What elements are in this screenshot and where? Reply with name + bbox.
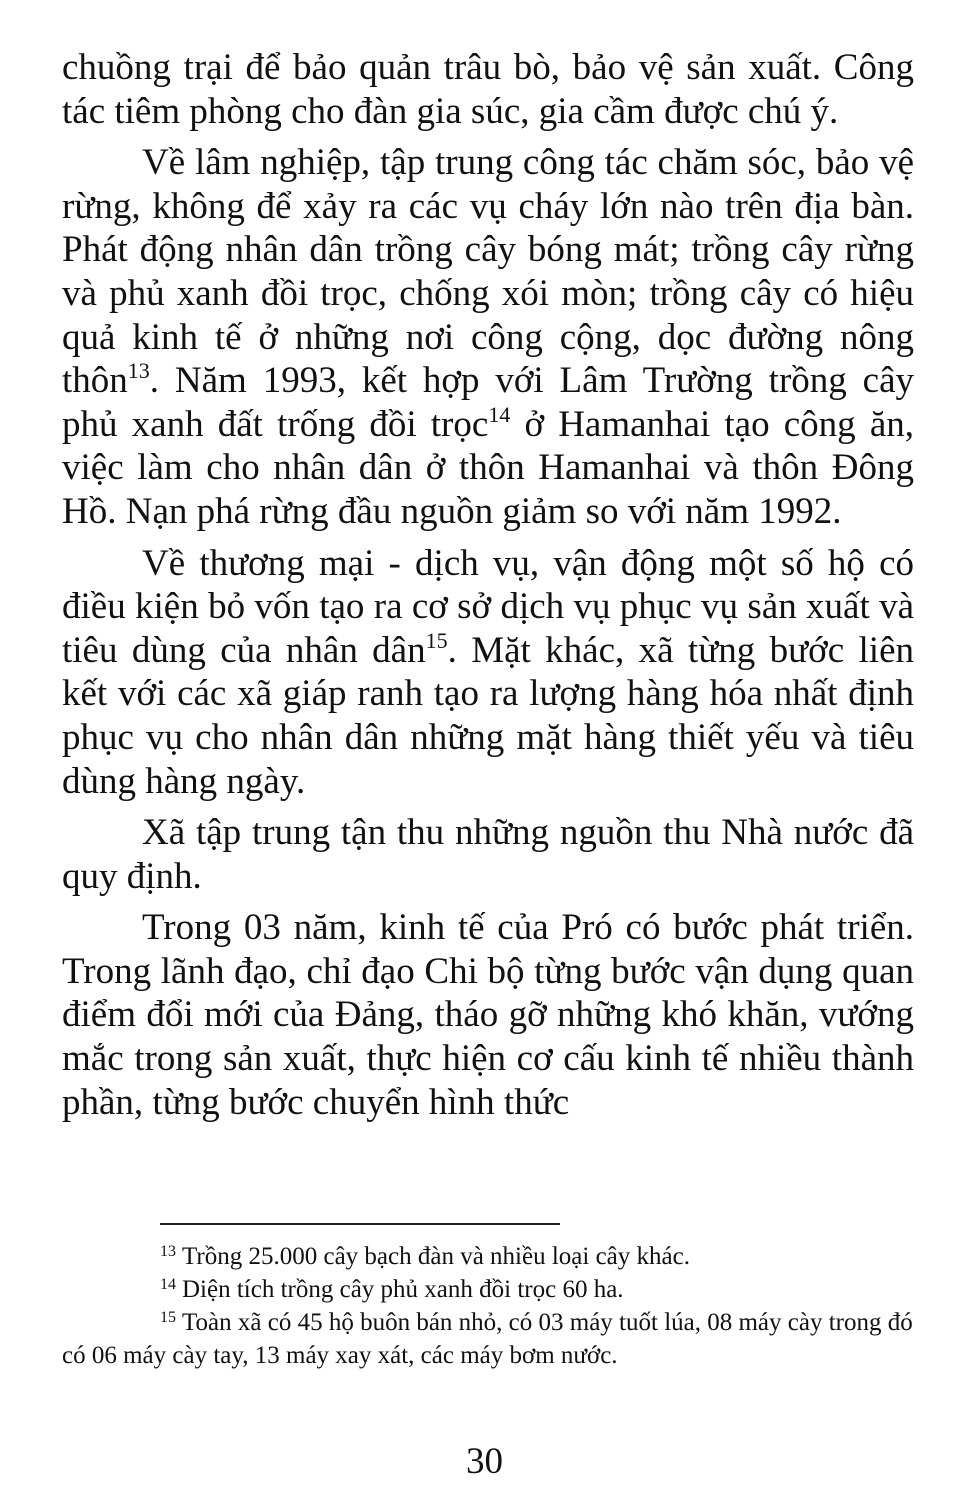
paragraph-text: . Năm 1993, kết hợp với Lâm Trường trồng cây phủ xanh đất trống đồi trọc <box>62 360 914 445</box>
paragraph-text: chuồng trại để bảo quản trâu bò, bảo vệ sản xuất. Công tác tiêm phòng cho đàn gia súc, gia cầm được chú ý. <box>62 47 914 132</box>
paragraph-text: Xã tập trung tận thu những nguồn thu Nhà nước đã quy định. <box>62 812 914 897</box>
footnote-text: Trồng 25.000 cây bạch đàn và nhiều loại cây khác. <box>182 1243 690 1270</box>
paragraph-revenue <box>62 811 914 898</box>
footnote-divider <box>160 1223 560 1225</box>
footnotes <box>62 1240 914 1372</box>
page-body <box>62 46 914 1124</box>
paragraph-economic-development <box>62 906 914 1124</box>
paragraph-trade-services <box>62 542 914 804</box>
footnote-ref-15: 15 <box>425 627 448 653</box>
page-number: 30 <box>466 1441 503 1482</box>
paragraph-text: . Mặt khác, xã từng bước liên kết với các xã giáp ranh tạo ra lượng hàng hóa nhất định phục vụ cho nhân dân những mặt hàng thiết yếu và tiêu dùng hàng ngày. <box>62 629 914 802</box>
footnote-number: 14 <box>160 1276 176 1293</box>
footnote-number: 15 <box>160 1309 176 1326</box>
footnote-14 <box>62 1273 914 1306</box>
footnote-ref-14: 14 <box>488 401 511 427</box>
paragraph-livestock-continuation <box>62 46 914 133</box>
footnote-ref-13: 13 <box>127 358 150 384</box>
footnote-15 <box>62 1306 914 1372</box>
paragraph-text: Về lâm nghiệp, tập trung công tác chăm sóc, bảo vệ rừng, không để xảy ra các vụ cháy lớn nào trên địa bàn. Phát động nhân dân trồng cây bóng mát; trồng cây rừng và phủ xanh đồi trọc, chống xói mòn; trồng cây có hiệu quả kinh tế ở những nơi công cộng, dọc đường nông thôn <box>62 142 914 402</box>
paragraph-text: Về thương mại - dịch vụ, vận động một số hộ có điều kiện bỏ vốn tạo ra cơ sở dịch vụ phục vụ sản xuất và tiêu dùng của nhân dân <box>62 542 914 671</box>
footnote-text: Diện tích trồng cây phủ xanh đồi trọc 60 ha. <box>182 1276 624 1303</box>
paragraph-forestry <box>62 141 914 533</box>
paragraph-text: Trong 03 năm, kinh tế của Pró có bước phát triển. Trong lãnh đạo, chỉ đạo Chi bộ từng bước vận dụng quan điểm đổi mới của Đảng, tháo gỡ những khó khăn, vướng mắc trong sản xuất, thực hiện cơ cấu kinh tế nhiều thành phần, từng bước chuyển hình thức <box>62 907 914 1123</box>
footnote-number: 13 <box>160 1243 176 1260</box>
paragraph-text: ở Hamanhai tạo công ăn, việc làm cho nhân dân ở thôn Hamanhai và thôn Đông Hồ. Nạn phá rừng đầu nguồn giảm so với năm 1992. <box>62 403 914 532</box>
footnote-13 <box>62 1240 914 1273</box>
footnote-text: Toàn xã có 45 hộ buôn bán nhỏ, có 03 máy tuốt lúa, 08 máy cày trong đó có 06 máy cày tay, 13 máy xay xát, các máy bơm nước. <box>62 1309 913 1369</box>
